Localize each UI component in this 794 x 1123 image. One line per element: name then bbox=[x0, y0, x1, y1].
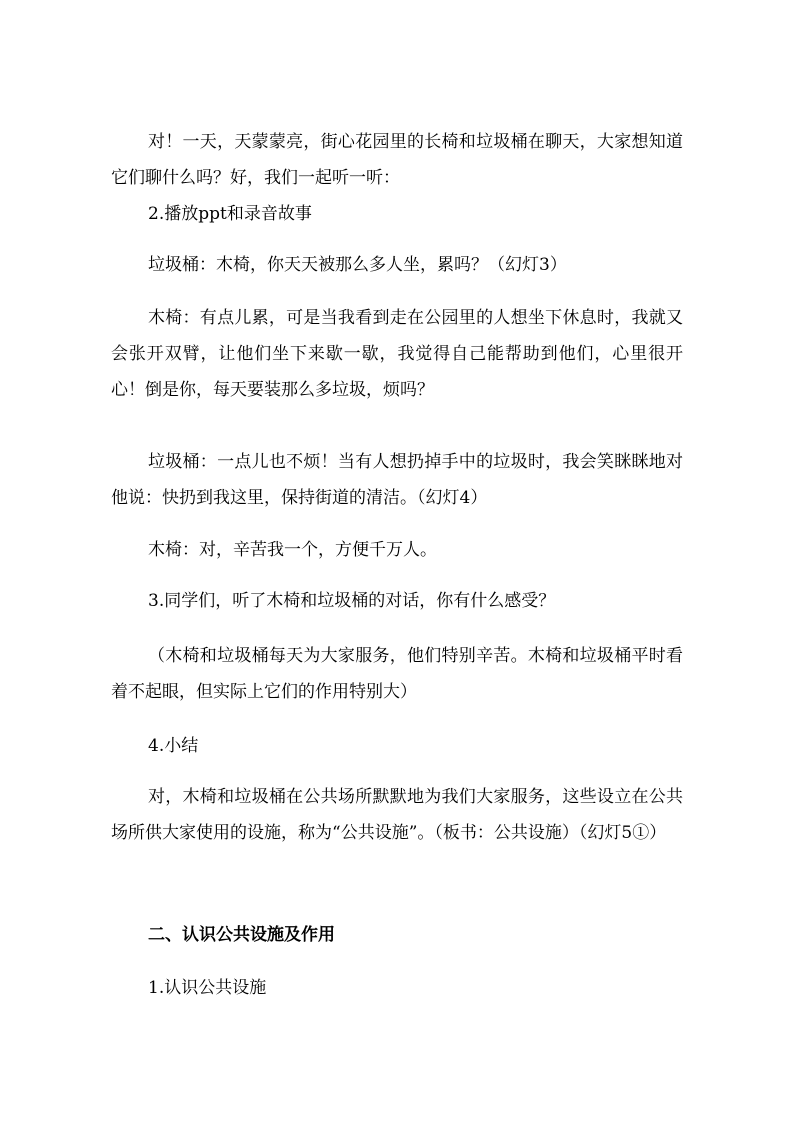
paragraph-intro: 对！一天，天蒙蒙亮，街心花园里的长椅和垃圾桶在聊天，大家想知道它们聊什么吗？好，我们一起听一听： bbox=[111, 132, 683, 188]
section-heading-2: 二、认识公共设施及作用 bbox=[148, 925, 335, 945]
paragraph-bench-line-2: 木椅：对，辛苦我一个，方便千万人。 bbox=[148, 540, 437, 560]
paragraph-summary: 对，木椅和垃圾桶在公共场所默默地为我们大家服务，这些设立在公共场所供大家使用的设施，称为“公共设施”。（板书：公共设施）（幻灯5①） bbox=[111, 787, 683, 843]
paragraph-trash-can-line-2: 垃圾桶：一点儿也不烦！当有人想扔掉手中的垃圾时，我会笑眯眯地对他说：快扔到我这里，保持街道的清洁。（幻灯4） bbox=[111, 452, 683, 508]
paragraph-step-4: 4.小结 bbox=[148, 736, 199, 756]
paragraph-subsection-1: 1.认识公共设施 bbox=[148, 978, 267, 998]
paragraph-step-3: 3.同学们，听了木椅和垃圾桶的对话，你有什么感受？ bbox=[148, 591, 556, 611]
paragraph-trash-can-line-1: 垃圾桶：木椅，你天天被那么多人坐，累吗？（幻灯3） bbox=[148, 255, 567, 275]
paragraph-bench-line-1: 木椅：有点儿累，可是当我看到走在公园里的人想坐下休息时，我就又会张开双臂，让他们坐下来歇一歇，我觉得自己能帮助到他们，心里很开心！倒是你，每天要装那么多垃圾，烦吗？ bbox=[111, 308, 683, 400]
paragraph-answer: （木椅和垃圾桶每天为大家服务，他们特别辛苦。木椅和垃圾桶平时看着不起眼，但实际上它们的作用特别大） bbox=[111, 646, 683, 702]
paragraph-step-2: 2.播放ppt和录音故事 bbox=[148, 204, 312, 224]
